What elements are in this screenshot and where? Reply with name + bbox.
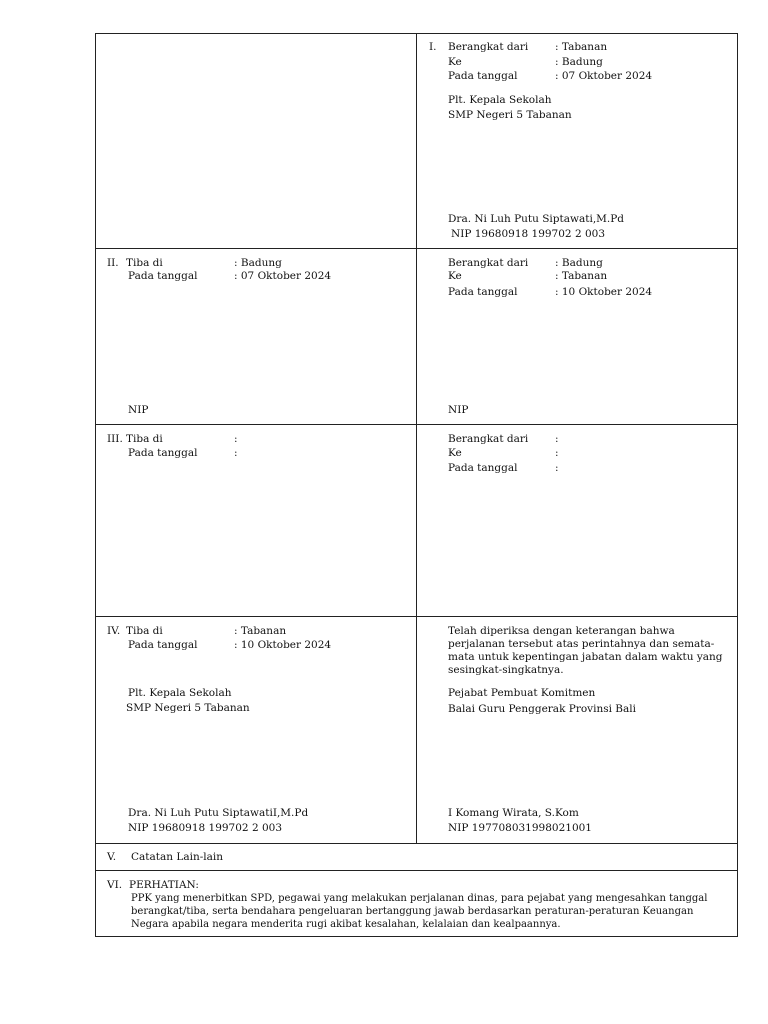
section3-tanggal2-value: : [555,462,559,474]
row-divider-5 [95,870,738,871]
section6-label: PERHATIAN: [129,879,199,891]
section2-tiba-label: Tiba di [126,257,163,269]
section3-berangkat-label: Berangkat dari [448,433,529,445]
section2-tanggal2-value: : 10 Oktober 2024 [555,286,653,298]
section4-instansi: SMP Negeri 5 Tabanan [126,702,250,714]
section2-tiba-value: : Badung [234,257,282,269]
section1-ke-value: : Badung [555,56,603,68]
section1-roman: I. [429,41,437,53]
section6-roman: VI. [107,879,123,891]
section2-nip-left: NIP [128,404,149,416]
section3-tiba-label: Tiba di [126,433,163,445]
section4-nama: Dra. Ni Luh Putu SiptawatiI,M.Pd [128,807,309,819]
section2-ke-label: Ke [448,270,462,282]
section2-tanggal-label: Pada tanggal [128,270,198,282]
section4-pejabat: Pejabat Pembuat Komitmen [448,687,596,699]
row-divider-4 [95,843,738,844]
section1-jabatan: Plt. Kepala Sekolah [448,94,552,106]
section1-tanggal-label: Pada tanggal [448,70,518,82]
section4-pejabat-nama: I Komang Wirata, S.Kom [448,807,579,819]
section1-berangkat-value: : Tabanan [555,41,608,53]
section4-tanggal-label: Pada tanggal [128,639,198,651]
section2-berangkat-label: Berangkat dari [448,257,529,269]
section4-roman: IV. [107,625,121,637]
section1-instansi: SMP Negeri 5 Tabanan [448,109,572,121]
section2-roman: II. [107,257,119,269]
section3-tanggal2-label: Pada tanggal [448,462,518,474]
section2-nip-right: NIP [448,404,469,416]
section5-label: Catatan Lain-lain [131,851,223,863]
section6-text: PPK yang menerbitkan SPD, pegawai yang melakukan perjalanan dinas, para pejabat yang mengesahkan tanggal berangkat/tiba, serta bendahara pengeluaran bertanggung jawab berdasarkan peraturan-peraturan Keuangan Negara apabila negara menderita rugi akibat kesalahan, kelalaian dan kealpaannya. [131,893,708,930]
section1-berangkat-label: Berangkat dari [448,41,529,53]
section3-berangkat-value: : [555,433,559,445]
section3-roman: III. [107,433,123,445]
section4-nip: NIP 19680918 199702 2 003 [128,822,282,834]
section4-statement: Telah diperiksa dengan keterangan bahwa perjalanan tersebut atas perintahnya dan semata-mata untuk kepentingan jabatan dalam waktu yang sesingkat-singkatnya. [448,625,723,676]
section1-ke-label: Ke [448,56,462,68]
section2-ke-value: : Tabanan [555,270,608,282]
section2-tanggal-value: : 07 Oktober 2024 [234,270,332,282]
section4-tiba-label: Tiba di [126,625,163,637]
section1-nama: Dra. Ni Luh Putu Siptawati,M.Pd [448,213,625,225]
section2-tanggal2-label: Pada tanggal [448,286,518,298]
section3-tanggal-label: Pada tanggal [128,447,198,459]
section4-tanggal-value: : 10 Oktober 2024 [234,639,332,651]
section4-pejabat-instansi: Balai Guru Penggerak Provinsi Bali [448,703,637,715]
section1-tanggal-value: : 07 Oktober 2024 [555,70,653,82]
section2-berangkat-value: : Badung [555,257,603,269]
section4-pejabat-nip: NIP 197708031998021001 [448,822,592,834]
section4-jabatan: Plt. Kepala Sekolah [128,687,232,699]
section5-roman: V. [107,851,117,863]
section3-tanggal-value: : [234,447,238,459]
section1-nip: NIP 19680918 199702 2 003 [451,228,605,240]
column-divider [416,33,417,843]
section3-tiba-value: : [234,433,238,445]
section4-tiba-value: : Tabanan [234,625,287,637]
section3-ke-label: Ke [448,447,462,459]
section3-ke-value: : [555,447,559,459]
